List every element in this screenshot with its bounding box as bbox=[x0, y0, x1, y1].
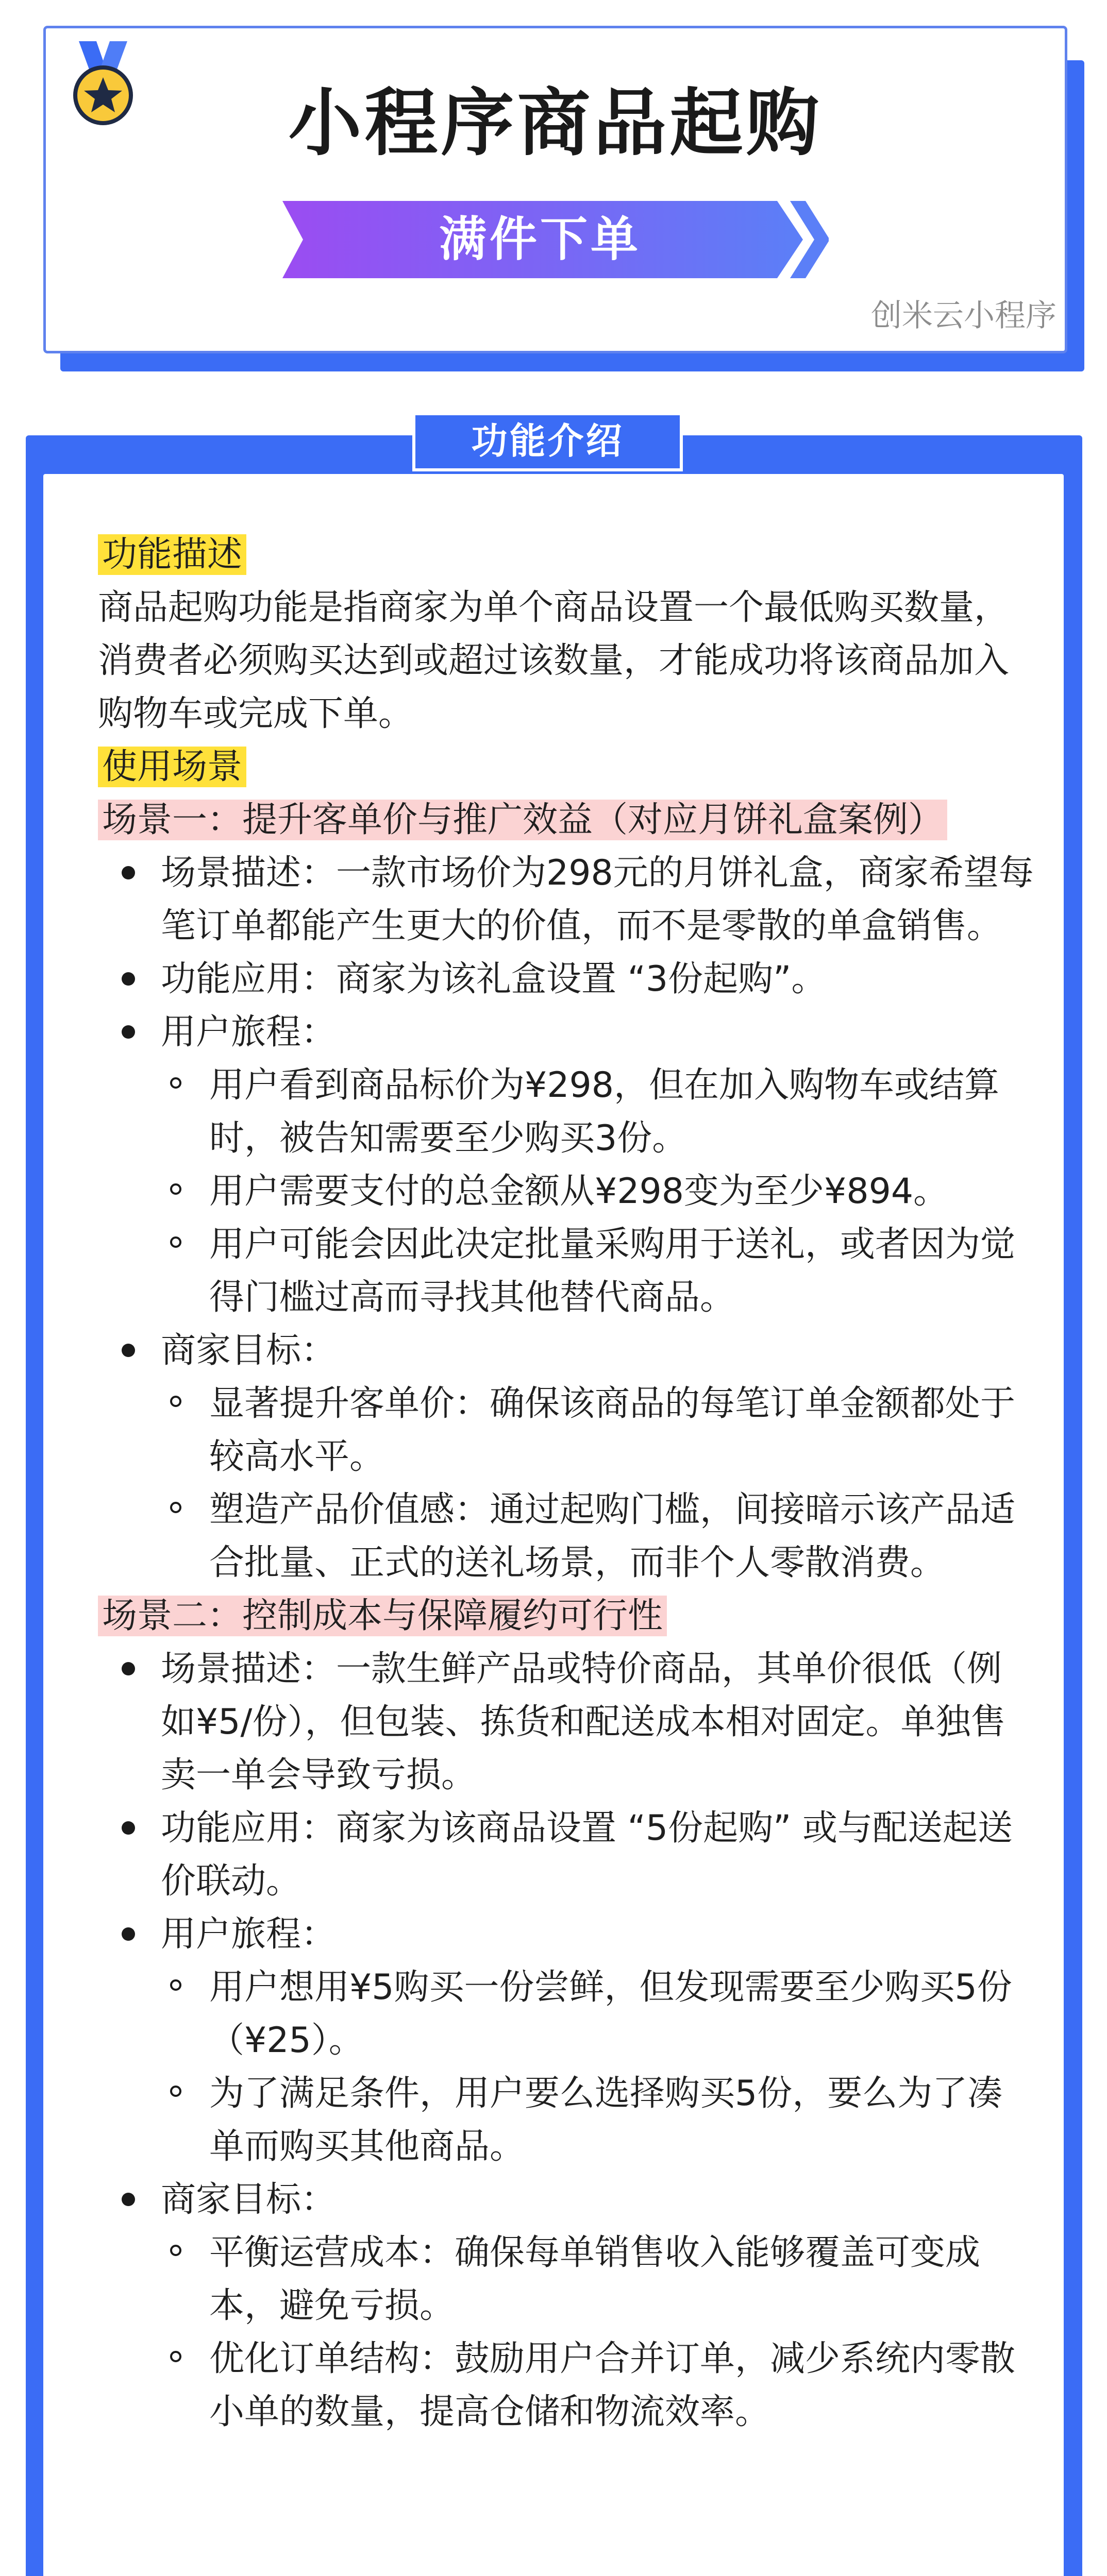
bullet-icon bbox=[122, 1821, 135, 1835]
sub-list-item: 用户想用¥5购买一份尝鲜，但发现需要至少购买5份（¥25）。 bbox=[98, 1961, 1036, 2067]
circle-bullet-icon bbox=[170, 1396, 181, 1407]
list-item: 用户旅程： bbox=[98, 1908, 1036, 1961]
sub-list-item: 用户看到商品标价为¥298，但在加入购物车或结算时，被告知需要至少购买3份。 bbox=[98, 1059, 1036, 1165]
bullet-icon bbox=[122, 1344, 135, 1357]
bullet-icon bbox=[122, 1927, 135, 1941]
circle-bullet-icon bbox=[170, 2086, 181, 2097]
circle-bullet-icon bbox=[170, 1077, 181, 1089]
list-item: 商家目标： bbox=[98, 2173, 1036, 2226]
circle-bullet-icon bbox=[170, 1183, 181, 1195]
bullet-icon bbox=[122, 1662, 135, 1675]
sub-list-item: 显著提升客单价：确保该商品的每笔订单金额都处于较高水平。 bbox=[98, 1377, 1036, 1483]
bullet-icon bbox=[122, 2193, 135, 2206]
desc-heading: 功能描述 bbox=[98, 534, 246, 575]
list-item: 功能应用：商家为该礼盒设置 “3份起购”。 bbox=[98, 953, 1036, 1006]
list-item: 场景描述：一款生鲜产品或特价商品，其单价很低（例如¥5/份），但包装、拣货和配送成本相对固定。单独售卖一单会导致亏损。 bbox=[98, 1642, 1036, 1802]
circle-bullet-icon bbox=[170, 1236, 181, 1248]
circle-bullet-icon bbox=[170, 1502, 181, 1513]
bullet-icon bbox=[122, 866, 135, 879]
list-item: 功能应用：商家为该商品设置 “5份起购” 或与配送起送价联动。 bbox=[98, 1802, 1036, 1908]
sub-list-item: 用户需要支付的总金额从¥298变为至少¥894。 bbox=[98, 1165, 1036, 1218]
scenario-title: 场景二：控制成本与保障履约可行性 bbox=[98, 1596, 667, 1636]
sub-list-item: 平衡运营成本：确保每单销售收入能够覆盖可变成本，避免亏损。 bbox=[98, 2226, 1036, 2332]
list-item: 商家目标： bbox=[98, 1324, 1036, 1377]
list-item: 场景描述：一款市场价为298元的月饼礼盒，商家希望每笔订单都能产生更大的价值，而不是零散的单盒销售。 bbox=[98, 846, 1036, 953]
circle-bullet-icon bbox=[170, 2351, 181, 2362]
sub-list-item: 为了满足条件，用户要么选择购买5份，要么为了凑单而购买其他商品。 bbox=[98, 2067, 1036, 2173]
brand-label: 创米云小程序 bbox=[871, 298, 1056, 334]
section-tab: 功能介绍 bbox=[412, 412, 683, 471]
banner-label: 满件下单 bbox=[439, 212, 641, 267]
bullet-icon bbox=[122, 972, 135, 986]
list-item: 用户旅程： bbox=[98, 1006, 1036, 1059]
scenario-heading: 使用场景 bbox=[98, 747, 246, 787]
circle-bullet-icon bbox=[170, 1979, 181, 1991]
page-title: 小程序商品起购 bbox=[288, 81, 823, 166]
article-content bbox=[98, 528, 1036, 2438]
scenario-title: 场景一：提升客单价与推广效益（对应月饼礼盒案例） bbox=[98, 800, 947, 840]
sub-list-item: 用户可能会因此决定批量采购用于送礼，或者因为觉得门槛过高而寻找其他替代商品。 bbox=[98, 1218, 1036, 1324]
bullet-icon bbox=[122, 1025, 135, 1039]
sub-list-item: 塑造产品价值感：通过起购门槛，间接暗示该产品适合批量、正式的送礼场景，而非个人零散消费。 bbox=[98, 1483, 1036, 1589]
circle-bullet-icon bbox=[170, 2245, 181, 2256]
sub-list-item: 优化订单结构：鼓励用户合并订单，减少系统内零散小单的数量，提高仓储和物流效率。 bbox=[98, 2332, 1036, 2438]
desc-text: 商品起购功能是指商家为单个商品设置一个最低购买数量，消费者必须购买达到或超过该数量，才能成功将该商品加入购物车或完成下单。 bbox=[98, 587, 1010, 734]
